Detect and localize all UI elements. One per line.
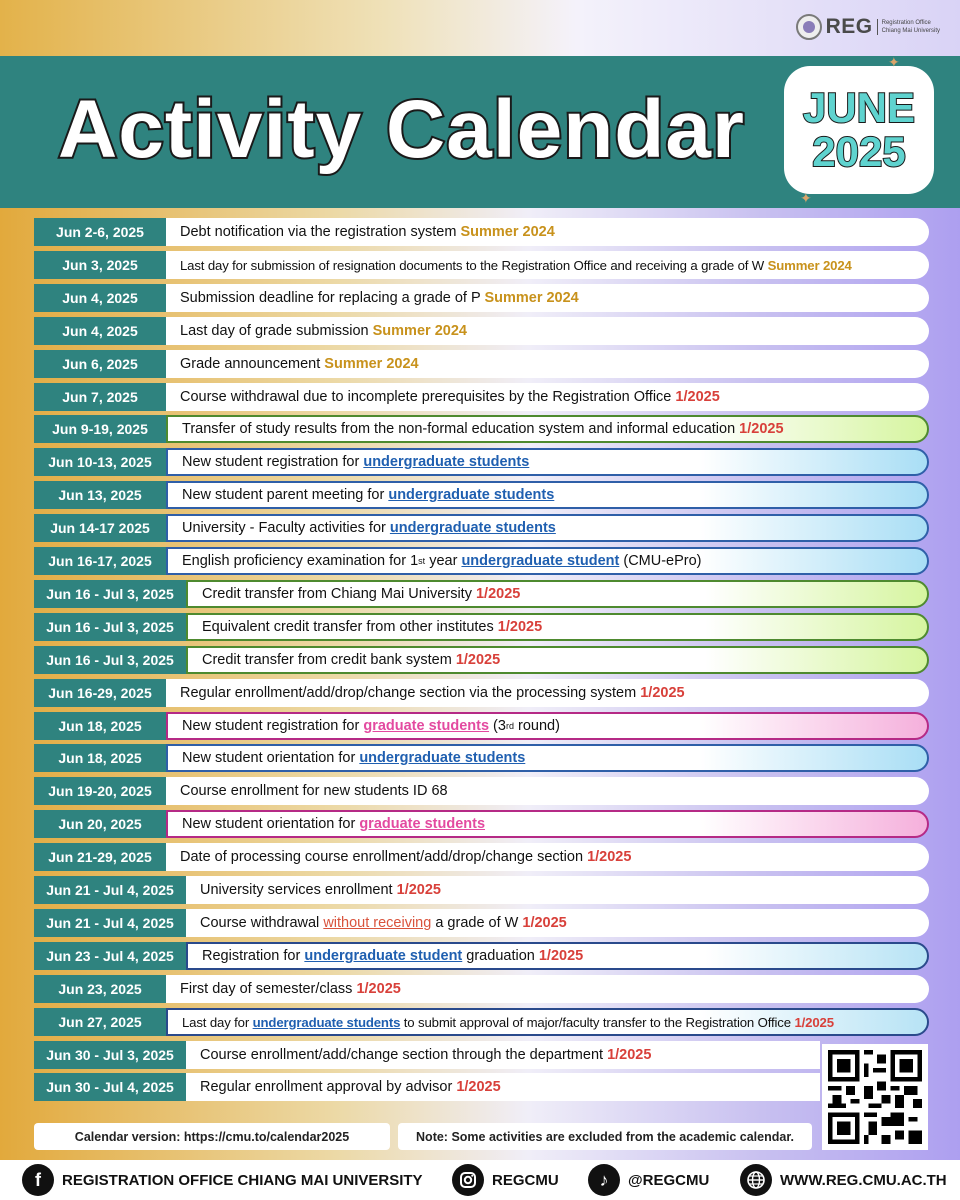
description-text: Debt notification via the registration system: [180, 224, 461, 240]
activity-date: Jun 23 - Jul 4, 2025: [34, 942, 186, 970]
activity-row: [34, 218, 929, 246]
activity-row: [34, 284, 929, 312]
exclusion-note: Note: Some activities are excluded from the academic calendar.: [398, 1123, 812, 1150]
activity-row: [34, 679, 929, 707]
description-text: Equivalent credit transfer from other institutes: [202, 619, 498, 635]
activity-description: [166, 350, 929, 378]
sparkle-icon: ✦: [888, 55, 900, 71]
activity-date: Jun 18, 2025: [34, 744, 166, 772]
description-text: English proficiency examination for 1: [182, 553, 419, 569]
term-label: Summer 2024: [460, 224, 555, 240]
globe-icon: [740, 1164, 772, 1196]
activity-row: [34, 876, 929, 904]
description-text: Regular enrollment/add/drop/change section via the processing system: [180, 685, 641, 701]
activity-date: Jun 7, 2025: [34, 383, 166, 411]
footer-facebook[interactable]: [22, 1164, 423, 1196]
activity-row: [34, 1008, 929, 1036]
description-text: Last day for submission of resignation documents to the Registration Office and receiving a grade of W: [180, 257, 768, 273]
month-badge: [784, 66, 934, 194]
activity-description: English proficiency examination for 1 st year undergraduate student (CMU-ePro): [166, 547, 929, 575]
activity-date: Jun 4, 2025: [34, 284, 166, 312]
description-text: First day of semester/class: [180, 981, 357, 997]
activity-description: [166, 481, 929, 509]
term-label: 1/2025: [538, 948, 584, 964]
activity-description: [166, 514, 929, 542]
activity-row: [34, 1073, 820, 1101]
term-label: 1/2025: [522, 915, 567, 931]
description-text: (CMU-ePro): [619, 553, 702, 569]
activity-description: [166, 975, 929, 1003]
activity-description: [186, 580, 929, 608]
description-text: University - Faculty activities for: [182, 520, 390, 536]
activity-row: [34, 777, 929, 805]
activity-description: [186, 613, 929, 641]
page-title: Activity Calendar: [58, 84, 745, 175]
audience-link[interactable]: graduate students: [359, 816, 486, 832]
activity-row: [34, 251, 929, 279]
tiktok-icon: ♪: [588, 1164, 620, 1196]
activity-description: [166, 317, 929, 345]
audience-link[interactable]: undergraduate students: [389, 520, 556, 536]
activity-description: [166, 679, 929, 707]
audience-link[interactable]: undergraduate student: [461, 553, 620, 569]
reg-logo-icon: [796, 14, 822, 40]
website-label: WWW.REG.CMU.AC.TH: [780, 1171, 947, 1189]
term-label: 1/2025: [475, 586, 521, 602]
term-label: Summer 2024: [484, 290, 579, 306]
description-text: Regular enrollment approval by advisor: [200, 1079, 457, 1095]
activity-date: Jun 4, 2025: [34, 317, 166, 345]
activity-date: Jun 14-17 2025: [34, 514, 166, 542]
activity-description: [166, 218, 929, 246]
activity-row: [34, 448, 929, 476]
reg-logo-word: REG: [825, 15, 873, 38]
activity-description: [166, 251, 929, 279]
description-text: New student orientation for: [182, 750, 360, 766]
facebook-icon: f: [22, 1164, 54, 1196]
activity-row: [34, 481, 929, 509]
activity-description: [186, 1073, 820, 1101]
footer-website[interactable]: [740, 1164, 947, 1196]
year-label: 2025: [812, 128, 906, 175]
activity-description: [166, 810, 929, 838]
activity-description: [186, 646, 929, 674]
instagram-label: REGCMU: [492, 1171, 559, 1189]
description-text: Submission deadline for replacing a grade of P: [180, 290, 485, 306]
activity-date: Jun 30 - Jul 3, 2025: [34, 1041, 186, 1069]
description-text: graduation: [462, 948, 539, 964]
activity-description: [166, 744, 929, 772]
term-label: Summer 2024: [372, 323, 467, 339]
activity-date: Jun 3, 2025: [34, 251, 166, 279]
activity-description: [166, 383, 929, 411]
activity-date: Jun 16 - Jul 3, 2025: [34, 580, 186, 608]
activity-date: Jun 19-20, 2025: [34, 777, 166, 805]
term-label: 1/2025: [640, 685, 685, 701]
activity-description: [186, 942, 929, 970]
activity-date: Jun 9-19, 2025: [34, 415, 166, 443]
activity-date: Jun 16-29, 2025: [34, 679, 166, 707]
term-label: Summer 2024: [767, 257, 852, 273]
activity-description: [166, 1008, 929, 1036]
activity-date: Jun 23, 2025: [34, 975, 166, 1003]
activity-date: Jun 16 - Jul 3, 2025: [34, 613, 186, 641]
activity-date: Jun 21-29, 2025: [34, 843, 166, 871]
term-label: 1/2025: [356, 981, 401, 997]
audience-link[interactable]: undergraduate students: [363, 454, 530, 470]
description-text: Credit transfer from credit bank system: [202, 652, 456, 668]
audience-link[interactable]: undergraduate students: [252, 1014, 401, 1030]
activity-description: [166, 448, 929, 476]
activity-row: [34, 843, 929, 871]
term-label: 1/2025: [739, 421, 784, 437]
term-label: 1/2025: [607, 1047, 652, 1063]
calendar-version-note[interactable]: Calendar version: https://cmu.to/calendar2025: [34, 1123, 390, 1150]
term-label: 1/2025: [456, 1079, 501, 1095]
description-text: Date of processing course enrollment/add/drop/change section: [180, 849, 588, 865]
activity-date: Jun 13, 2025: [34, 481, 166, 509]
activity-description: [186, 876, 929, 904]
description-text: Course enrollment/add/change section through the department: [200, 1047, 608, 1063]
description-text: New student parent meeting for: [182, 487, 389, 503]
reg-logo: [796, 14, 940, 40]
activity-description: [166, 284, 929, 312]
footer-instagram[interactable]: [452, 1164, 559, 1196]
sparkle-icon: ✦: [800, 191, 812, 207]
audience-link[interactable]: undergraduate students: [388, 487, 555, 503]
instagram-icon: [452, 1164, 484, 1196]
reg-logo-subtitle: [877, 19, 940, 35]
description-text: New student registration for: [182, 718, 364, 734]
activity-row: [34, 350, 929, 378]
description-text: year: [425, 553, 462, 569]
term-label: 1/2025: [396, 882, 441, 898]
description-text: round): [513, 718, 560, 734]
description-text: Course enrollment for new students ID 68: [180, 783, 448, 799]
reg-subtitle-line2: Chiang Mai University: [881, 28, 940, 34]
activity-date: Jun 6, 2025: [34, 350, 166, 378]
activity-row: [34, 712, 929, 740]
term-label: 1/2025: [587, 849, 632, 865]
activity-row: [34, 415, 929, 443]
activity-description: New student registration for graduate students (3 rd round): [166, 712, 929, 740]
description-text: to submit approval of major/faculty transfer to the Registration Office: [400, 1014, 795, 1030]
activity-row: [34, 514, 929, 542]
description-text: University services enrollment: [200, 882, 397, 898]
activity-row: [34, 744, 929, 772]
activity-date: Jun 27, 2025: [34, 1008, 166, 1036]
description-text: (3: [489, 718, 506, 734]
activity-date: Jun 21 - Jul 4, 2025: [34, 876, 186, 904]
activity-date: Jun 16-17, 2025: [34, 547, 166, 575]
activity-description: [166, 415, 929, 443]
description-text: Last day for: [182, 1014, 253, 1030]
activity-row: [34, 1041, 820, 1069]
activity-date: Jun 18, 2025: [34, 712, 166, 740]
activity-description: [166, 777, 929, 805]
description-text: a grade of W: [431, 915, 523, 931]
activity-date: Jun 20, 2025: [34, 810, 166, 838]
activity-row: [34, 547, 929, 575]
description-text: Course withdrawal: [200, 915, 324, 931]
activity-row: [34, 810, 929, 838]
term-label: 1/2025: [497, 619, 543, 635]
activity-date: Jun 16 - Jul 3, 2025: [34, 646, 186, 674]
audience-link[interactable]: undergraduate students: [359, 750, 526, 766]
activity-description: [186, 909, 929, 937]
term-label: 1/2025: [794, 1014, 834, 1030]
audience-link[interactable]: undergraduate student: [304, 948, 463, 964]
description-text: Last day of grade submission: [180, 323, 373, 339]
activity-date: Jun 2-6, 2025: [34, 218, 166, 246]
activity-row: [34, 613, 929, 641]
term-label: 1/2025: [675, 389, 720, 405]
activity-description: [186, 1041, 820, 1069]
activity-row: [34, 317, 929, 345]
activity-description: [166, 843, 929, 871]
description-text: Grade announcement: [180, 356, 325, 372]
activity-date: Jun 30 - Jul 4, 2025: [34, 1073, 186, 1101]
activity-row: [34, 909, 929, 937]
description-text: Credit transfer from Chiang Mai University: [202, 586, 476, 602]
reg-subtitle-line1: Registration Office: [881, 20, 931, 26]
activity-date: Jun 21 - Jul 4, 2025: [34, 909, 186, 937]
activity-row: [34, 580, 929, 608]
footer-tiktok[interactable]: [588, 1164, 709, 1196]
term-label: Summer 2024: [324, 356, 419, 372]
description-text: Transfer of study results from the non-formal education system and informal education: [182, 421, 740, 437]
footer: [0, 1160, 960, 1200]
description-text: New student orientation for: [182, 816, 360, 832]
facebook-label: REGISTRATION OFFICE CHIANG MAI UNIVERSITY: [62, 1171, 423, 1189]
audience-link[interactable]: graduate students: [363, 718, 490, 734]
tiktok-label: @REGCMU: [628, 1171, 710, 1189]
description-text: Registration for: [202, 948, 305, 964]
month-label: JUNE: [802, 84, 916, 131]
activity-row: [34, 975, 929, 1003]
description-text: Course withdrawal due to incomplete prerequisites by the Registration Office: [180, 389, 676, 405]
activity-row: [34, 942, 929, 970]
activity-date: Jun 10-13, 2025: [34, 448, 166, 476]
qr-code-icon[interactable]: [822, 1044, 928, 1150]
description-text: New student registration for: [182, 454, 364, 470]
activity-row: [34, 646, 929, 674]
description-text: without receiving: [323, 915, 432, 931]
activity-row: [34, 383, 929, 411]
term-label: 1/2025: [455, 652, 501, 668]
